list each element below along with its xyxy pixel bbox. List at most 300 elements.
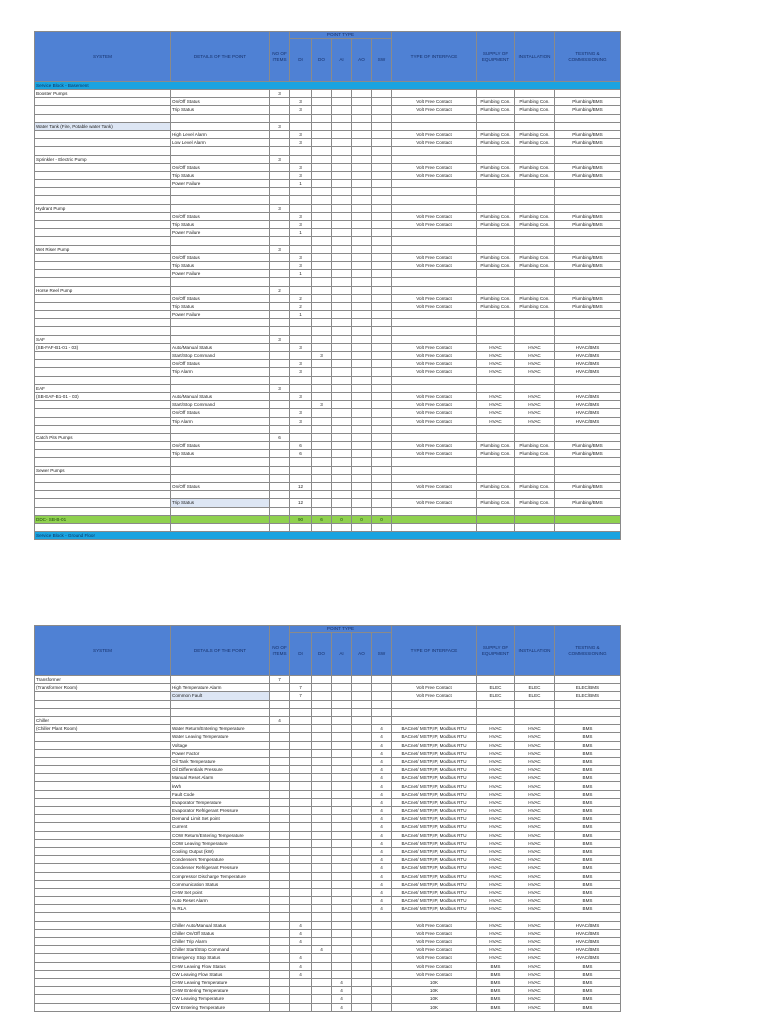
supply-cell: ELEC (477, 692, 515, 700)
installation-cell: ELEC (515, 684, 555, 692)
installation-cell (515, 491, 555, 499)
details-cell: CHW Leaving Temperature (171, 978, 270, 986)
do-cell (312, 921, 332, 929)
interface-cell: BACnet/ MSTP,IP, Modbus RTU (392, 864, 477, 872)
details-cell: On/Off Status (171, 442, 270, 450)
installation-cell: HVAC (515, 987, 555, 995)
sw-cell (372, 139, 392, 147)
items-cell (270, 147, 290, 155)
di-cell (290, 978, 312, 986)
ao-cell (352, 987, 372, 995)
ao-cell (352, 204, 372, 212)
system-cell (35, 278, 171, 286)
sw-cell (372, 368, 392, 376)
details-cell: On/Off Status (171, 409, 270, 417)
di-cell (290, 335, 312, 343)
supply-cell: Plumbing Con. (477, 163, 515, 171)
items-cell (270, 311, 290, 319)
testing-cell: Plumbing/BMS (555, 450, 621, 458)
sw-cell (372, 114, 392, 122)
testing-cell: Plumbing/BMS (555, 294, 621, 302)
supply-cell (477, 458, 515, 466)
ao-cell (352, 483, 372, 491)
sw-cell: 4 (372, 733, 392, 741)
table-row (35, 278, 621, 286)
items-cell (270, 392, 290, 400)
items-cell (270, 425, 290, 433)
details-cell: CW Leaving Temperature (171, 995, 270, 1003)
do-cell (312, 196, 332, 204)
di-cell: 3 (290, 221, 312, 229)
header-point-type: POINT TYPE (290, 626, 392, 633)
ao-cell (352, 442, 372, 450)
di-cell: 3 (290, 368, 312, 376)
installation-cell (515, 458, 555, 466)
items-cell (270, 725, 290, 733)
system-cell (35, 995, 171, 1003)
di-cell (290, 1003, 312, 1011)
empty-cell (35, 523, 171, 531)
testing-cell: Plumbing/BMS (555, 221, 621, 229)
testing-cell: Plumbing/BMS (555, 212, 621, 220)
do-cell (312, 929, 332, 937)
testing-cell: BMS (555, 807, 621, 815)
table-row (35, 774, 621, 782)
installation-cell (515, 278, 555, 286)
header-interface: TYPE OF INTERFACE (392, 626, 477, 676)
do-cell (312, 954, 332, 962)
sw-cell: 4 (372, 880, 392, 888)
testing-cell: BMS (555, 962, 621, 970)
table-row (35, 856, 621, 864)
details-cell (171, 90, 270, 98)
sw-cell (372, 221, 392, 229)
sw-cell (372, 450, 392, 458)
ai-cell (332, 847, 352, 855)
testing-cell: HVAC/BMS (555, 392, 621, 400)
ao-cell (352, 384, 372, 392)
do-cell (312, 237, 332, 245)
supply-cell: HVAC (477, 782, 515, 790)
sw-cell (372, 311, 392, 319)
do-cell (312, 425, 332, 433)
ai-cell (332, 171, 352, 179)
interface-cell: Volt Free Contact (392, 450, 477, 458)
table-row (35, 798, 621, 806)
testing-cell (555, 245, 621, 253)
header-ao: AO (352, 633, 372, 676)
ao-cell (352, 270, 372, 278)
testing-cell (555, 376, 621, 384)
supply-cell (477, 466, 515, 474)
ai-cell (332, 774, 352, 782)
do-cell (312, 725, 332, 733)
sw-cell (372, 384, 392, 392)
ai-cell (332, 392, 352, 400)
details-cell: Current (171, 823, 270, 831)
ai-cell (332, 122, 352, 130)
ao-cell (352, 171, 372, 179)
supply-cell: Plumbing Con. (477, 139, 515, 147)
interface-cell (392, 507, 477, 515)
installation-cell: HVAC (515, 392, 555, 400)
supply-cell (477, 319, 515, 327)
do-cell (312, 716, 332, 724)
interface-cell (392, 188, 477, 196)
do-cell (312, 335, 332, 343)
interface-cell: BACnet/ MSTP,IP, Modbus RTU (392, 749, 477, 757)
details-cell: Trip Alarm (171, 417, 270, 425)
system-cell (35, 376, 171, 384)
supply-cell (477, 425, 515, 433)
installation-cell: HVAC (515, 946, 555, 954)
table-row (35, 384, 621, 392)
ai-cell (332, 856, 352, 864)
ai-cell (332, 782, 352, 790)
ao-cell (352, 294, 372, 302)
system-cell (35, 442, 171, 450)
installation-cell: Plumbing Con. (515, 98, 555, 106)
testing-cell: Plumbing/BMS (555, 171, 621, 179)
table-row (35, 1003, 621, 1011)
do-cell (312, 360, 332, 368)
testing-cell (555, 700, 621, 708)
ao-cell (352, 409, 372, 417)
interface-cell (392, 700, 477, 708)
supply-cell: HVAC (477, 954, 515, 962)
do-cell (312, 376, 332, 384)
testing-cell (555, 122, 621, 130)
testing-cell (555, 229, 621, 237)
interface-cell (392, 180, 477, 188)
di-cell: 3 (290, 409, 312, 417)
ai-cell (332, 798, 352, 806)
installation-cell (515, 155, 555, 163)
table-row (35, 684, 621, 692)
supply-cell (477, 913, 515, 921)
sw-cell (372, 147, 392, 155)
supply-cell: HVAC (477, 392, 515, 400)
do-cell (312, 888, 332, 896)
ai-cell (332, 880, 352, 888)
table-row (35, 253, 621, 261)
ai-cell (332, 491, 352, 499)
header-di: DI (290, 633, 312, 676)
installation-cell (515, 474, 555, 482)
ao-cell (352, 823, 372, 831)
system-cell (35, 229, 171, 237)
ddc-total-row (35, 515, 621, 523)
items-cell (270, 458, 290, 466)
supply-cell (477, 384, 515, 392)
ai-cell (332, 913, 352, 921)
system-cell: Water Tank (Fire, Potable water Tank) (35, 122, 171, 130)
ai-cell (332, 757, 352, 765)
sw-cell (372, 278, 392, 286)
ai-cell (332, 368, 352, 376)
system-cell (35, 970, 171, 978)
installation-cell (515, 245, 555, 253)
ao-cell (352, 368, 372, 376)
ao-cell (352, 466, 372, 474)
items-cell (270, 507, 290, 515)
sw-cell (372, 409, 392, 417)
sw-cell (372, 507, 392, 515)
do-cell (312, 212, 332, 220)
ao-cell (352, 98, 372, 106)
details-cell: Condenser Refrigerant Pressure (171, 864, 270, 872)
ai-cell (332, 188, 352, 196)
do-cell (312, 229, 332, 237)
system-cell (35, 790, 171, 798)
table-row (35, 90, 621, 98)
do-cell (312, 483, 332, 491)
di-cell: 2 (290, 302, 312, 310)
table-row (35, 319, 621, 327)
header-system: SYSTEM (35, 626, 171, 676)
items-cell (270, 708, 290, 716)
installation-cell: HVAC (515, 782, 555, 790)
details-cell: COW Leaving Temperature (171, 839, 270, 847)
ao-cell (352, 507, 372, 515)
items-cell: 3 (270, 245, 290, 253)
system-cell (35, 815, 171, 823)
do-cell (312, 856, 332, 864)
installation-cell (515, 716, 555, 724)
interface-cell: BACnet/ MSTP,IP, Modbus RTU (392, 880, 477, 888)
installation-cell (515, 188, 555, 196)
ai-cell (332, 938, 352, 946)
supply-cell: Plumbing Con. (477, 171, 515, 179)
do-cell (312, 766, 332, 774)
testing-cell: Plumbing/BMS (555, 499, 621, 507)
di-cell (290, 114, 312, 122)
di-cell: 12 (290, 483, 312, 491)
header-ao: AO (352, 39, 372, 82)
installation-cell: HVAC (515, 1003, 555, 1011)
do-cell (312, 221, 332, 229)
installation-cell: Plumbing Con. (515, 261, 555, 269)
ao-cell (352, 864, 372, 872)
supply-cell: Plumbing Con. (477, 483, 515, 491)
testing-cell (555, 425, 621, 433)
di-cell (290, 831, 312, 839)
do-cell (312, 962, 332, 970)
do-cell (312, 1003, 332, 1011)
di-cell (290, 196, 312, 204)
ai-cell (332, 716, 352, 724)
ai-cell (332, 864, 352, 872)
installation-cell (515, 913, 555, 921)
details-cell: Start/Stop Command (171, 352, 270, 360)
empty-cell (477, 523, 515, 531)
testing-cell: HVAC/BMS (555, 401, 621, 409)
testing-cell (555, 474, 621, 482)
di-cell (290, 376, 312, 384)
system-cell (35, 425, 171, 433)
testing-cell: BMS (555, 798, 621, 806)
items-cell: 2 (270, 286, 290, 294)
do-cell (312, 831, 332, 839)
testing-cell: ELEC/BMS (555, 684, 621, 692)
ai-cell: 4 (332, 978, 352, 986)
system-cell (35, 221, 171, 229)
testing-cell: BMS (555, 872, 621, 880)
table-row (35, 392, 621, 400)
interface-cell (392, 270, 477, 278)
table-row (35, 106, 621, 114)
interface-cell: Volt Free Contact (392, 684, 477, 692)
system-cell (35, 766, 171, 774)
di-cell (290, 491, 312, 499)
items-cell (270, 98, 290, 106)
items-cell (270, 692, 290, 700)
interface-cell (392, 204, 477, 212)
ai-cell: 4 (332, 1003, 352, 1011)
items-cell (270, 807, 290, 815)
details-cell: Communication Status (171, 880, 270, 888)
total-do: 6 (312, 515, 332, 523)
installation-cell: HVAC (515, 798, 555, 806)
details-cell: Oil Tank Temperature (171, 757, 270, 765)
details-cell: Power Failure (171, 270, 270, 278)
do-cell (312, 286, 332, 294)
system-cell (35, 212, 171, 220)
header-row (35, 626, 621, 633)
supply-cell: HVAC (477, 409, 515, 417)
interface-cell: 10K (392, 1003, 477, 1011)
table-row (35, 839, 621, 847)
details-cell: Trip Status (171, 106, 270, 114)
do-cell (312, 180, 332, 188)
details-cell: Chiller On/Off Status (171, 929, 270, 937)
di-cell (290, 474, 312, 482)
system-cell (35, 270, 171, 278)
interface-cell: Volt Free Contact (392, 106, 477, 114)
di-cell (290, 847, 312, 855)
interface-cell: BACnet/ MSTP,IP, Modbus RTU (392, 815, 477, 823)
items-cell (270, 409, 290, 417)
system-cell (35, 368, 171, 376)
system-cell: Catch Pits Pumps (35, 433, 171, 441)
items-cell (270, 856, 290, 864)
supply-cell: Plumbing Con. (477, 294, 515, 302)
ai-cell (332, 474, 352, 482)
supply-cell (477, 90, 515, 98)
testing-cell: BMS (555, 970, 621, 978)
testing-cell: BMS (555, 888, 621, 896)
items-cell (270, 253, 290, 261)
details-cell (171, 319, 270, 327)
details-cell: Trip Status (171, 221, 270, 229)
installation-cell: HVAC (515, 368, 555, 376)
do-cell (312, 171, 332, 179)
sw-cell (372, 938, 392, 946)
installation-cell: HVAC (515, 847, 555, 855)
supply-cell: HVAC (477, 766, 515, 774)
details-cell: Oil Differentials Pressure (171, 766, 270, 774)
ai-cell (332, 442, 352, 450)
testing-cell: Plumbing/BMS (555, 130, 621, 138)
di-cell (290, 839, 312, 847)
sw-cell: 4 (372, 782, 392, 790)
do-cell (312, 114, 332, 122)
sw-cell (372, 700, 392, 708)
installation-cell: HVAC (515, 831, 555, 839)
details-cell: CHW Entering Temperature (171, 987, 270, 995)
empty-cell (332, 523, 352, 531)
ai-cell (332, 897, 352, 905)
supply-cell (477, 155, 515, 163)
details-cell: Water Return/Entering Temperature (171, 725, 270, 733)
supply-cell: HVAC (477, 856, 515, 864)
items-cell (270, 450, 290, 458)
ao-cell (352, 188, 372, 196)
installation-cell: HVAC (515, 766, 555, 774)
testing-cell (555, 515, 621, 523)
details-cell: Power Factor (171, 749, 270, 757)
installation-cell: HVAC (515, 823, 555, 831)
supply-cell: BMS (477, 962, 515, 970)
di-cell (290, 946, 312, 954)
interface-cell: BACnet/ MSTP,IP, Modbus RTU (392, 741, 477, 749)
details-cell (171, 913, 270, 921)
details-cell (171, 458, 270, 466)
installation-cell: HVAC (515, 409, 555, 417)
supply-cell: HVAC (477, 897, 515, 905)
section-row (35, 532, 621, 540)
sw-cell (372, 987, 392, 995)
system-cell (35, 741, 171, 749)
ao-cell (352, 774, 372, 782)
di-cell (290, 987, 312, 995)
interface-cell (392, 376, 477, 384)
table-row (35, 343, 621, 351)
interface-cell: Volt Free Contact (392, 499, 477, 507)
header-interface: TYPE OF INTERFACE (392, 32, 477, 82)
testing-cell: HVAC/BMS (555, 954, 621, 962)
ai-cell (332, 417, 352, 425)
items-cell: 4 (270, 716, 290, 724)
supply-cell (477, 491, 515, 499)
do-cell (312, 278, 332, 286)
di-cell (290, 433, 312, 441)
table-row (35, 245, 621, 253)
ai-cell (332, 733, 352, 741)
table-row (35, 155, 621, 163)
ai-cell: 4 (332, 987, 352, 995)
system-cell (35, 880, 171, 888)
ao-cell (352, 425, 372, 433)
table-row (35, 442, 621, 450)
supply-cell (477, 229, 515, 237)
table-row (35, 954, 621, 962)
table-row (35, 987, 621, 995)
ai-cell (332, 106, 352, 114)
sw-cell (372, 499, 392, 507)
table-row (35, 204, 621, 212)
ai-cell (332, 352, 352, 360)
table-row (35, 864, 621, 872)
installation-cell (515, 196, 555, 204)
testing-cell: BMS (555, 995, 621, 1003)
details-cell: Chiller Auto/Manual Status (171, 921, 270, 929)
interface-cell: Volt Free Contact (392, 253, 477, 261)
system-cell (35, 491, 171, 499)
supply-cell: BMS (477, 978, 515, 986)
supply-cell: HVAC (477, 847, 515, 855)
testing-cell: Plumbing/BMS (555, 163, 621, 171)
